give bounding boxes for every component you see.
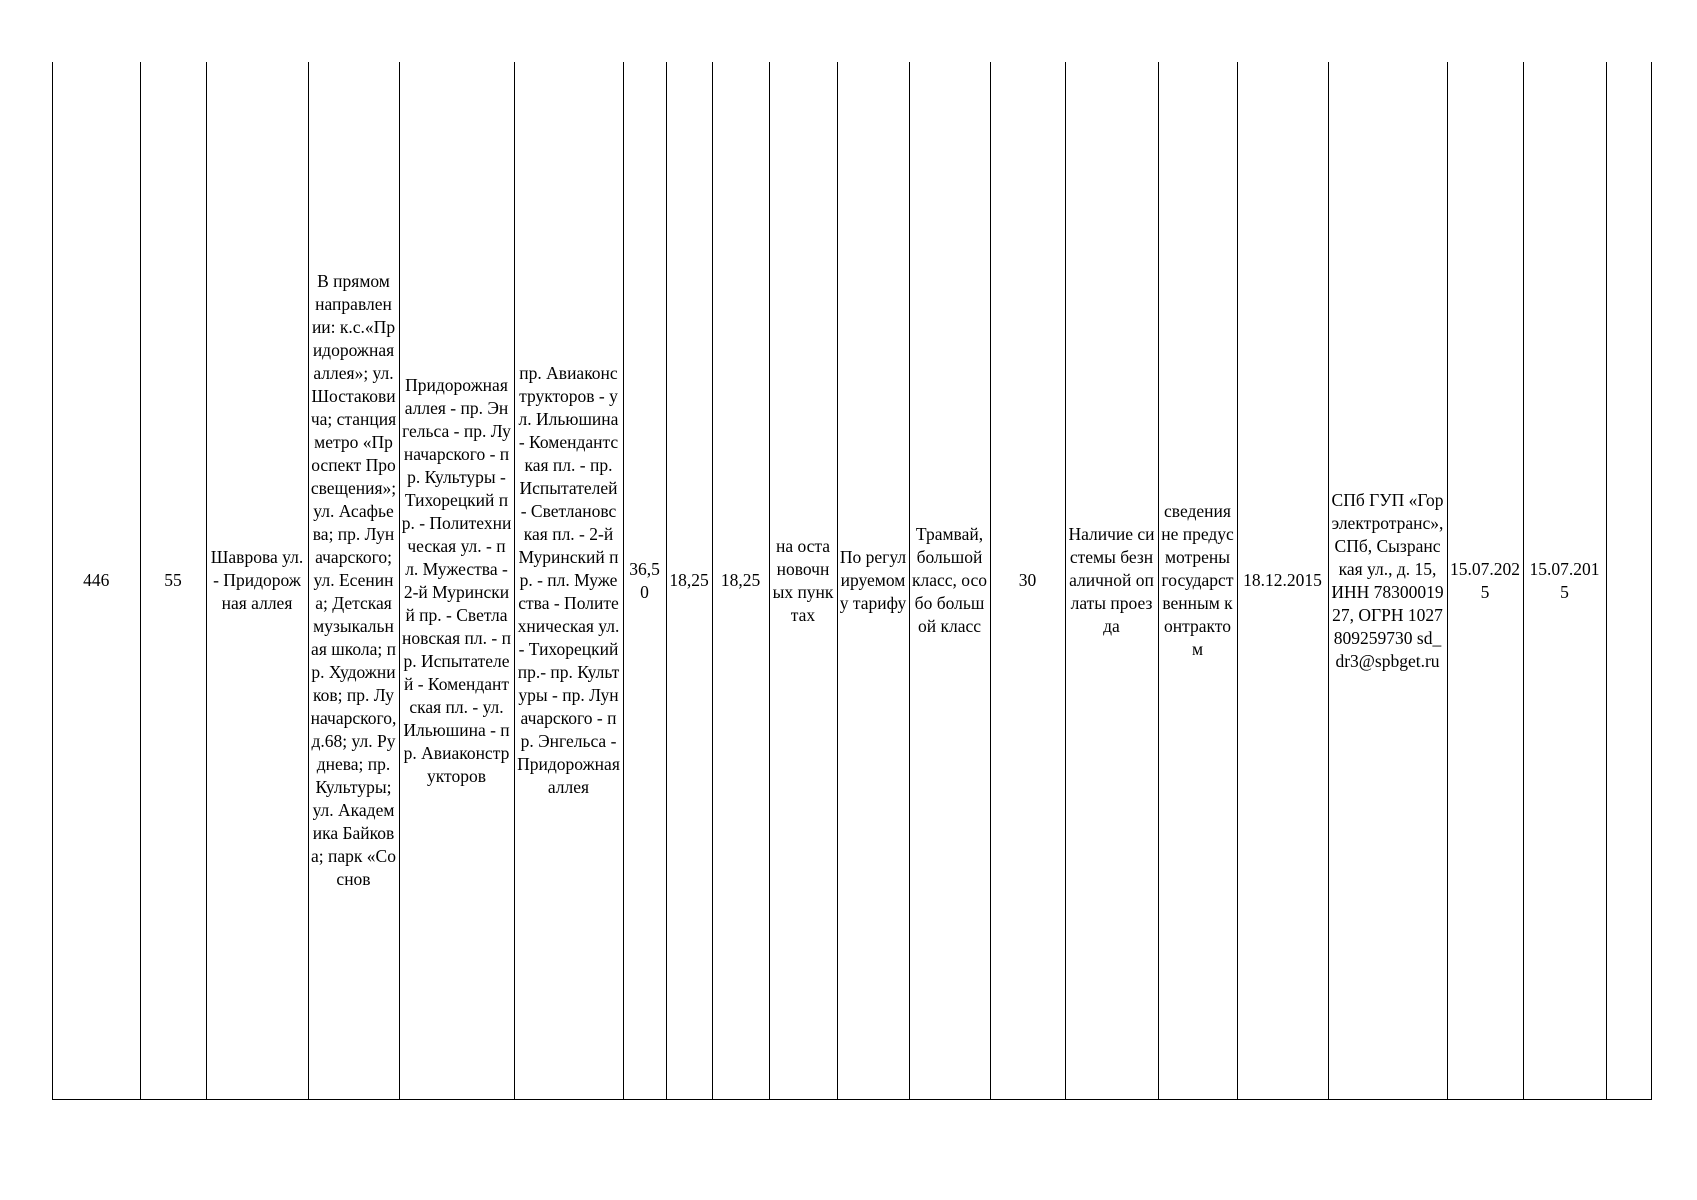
cell-stops: В прямом направлении: к.с.«Придорожная аллея»; ул. Шостаковича; станция метро «Проспект Просвещения»; ул. Асафьева; пр. Луначарского; ул. Есенина; Детская музыкальная школа; пр. Художников; пр. Луначарского, д.68; ул. Руднева; пр. Культуры; ул. Академика Байкова; парк «Соснов (308, 62, 399, 1099)
cell-notes (1606, 62, 1653, 1099)
cell-length-backward: 18,25 (712, 62, 769, 1099)
cell-registry-number: 446 (53, 62, 140, 1099)
cell-vehicle-type: Трамвай, большой класс, особо большой класс (909, 62, 990, 1099)
cell-length-total: 36,50 (623, 62, 666, 1099)
route-registry-table (53, 62, 1653, 1099)
cell-vehicle-characteristics: Наличие системы безналичной оплаты проезда (1065, 62, 1158, 1099)
cell-boarding-order: на остановочных пунктах (769, 62, 837, 1099)
cell-route-name: Шаврова ул. - Придорожная аллея (206, 62, 308, 1099)
cell-contract-date: 15.07.2025 (1447, 62, 1523, 1099)
cell-contract-date-2: 15.07.2015 (1523, 62, 1606, 1099)
document-page (52, 62, 1652, 1100)
cell-length-forward: 18,25 (666, 62, 712, 1099)
cell-streets-backward: пр. Авиаконструкторов - ул. Ильюшина - Комендантская пл. - пр. Испытателей - Светлановская пл. - 2-й Муринский пр. - пл. Мужества - Политехническая ул. - Тихорецкий пр.- пр. Культуры - пр. Луначарского - пр. Энгельса - Придорожная аллея (514, 62, 623, 1099)
cell-carrier: СПб ГУП «Горэлектротранс», СПб, Сызранская ул., д. 15, ИНН 7830001927, ОГРН 1027809259730 sd_dr3@spbget.ru (1328, 62, 1447, 1099)
table-row (53, 62, 1653, 1099)
cell-schedule: сведения не предусмотрены государственным контрактом (1158, 62, 1237, 1099)
cell-start-date: 18.12.2015 (1237, 62, 1328, 1099)
cell-route-number: 55 (140, 62, 206, 1099)
cell-tariff: По регулируемому тарифу (837, 62, 909, 1099)
cell-vehicle-count: 30 (990, 62, 1065, 1099)
cell-streets-forward: Придорожная аллея - пр. Энгельса - пр. Луначарского - пр. Культуры - Тихорецкий пр. - Политехническая ул. - пл. Мужества - 2-й Муринский пр. - Светлановская пл. - пр. Испытателей - Комендантская пл. - ул. Ильюшина - пр. Авиаконструкторов (399, 62, 514, 1099)
